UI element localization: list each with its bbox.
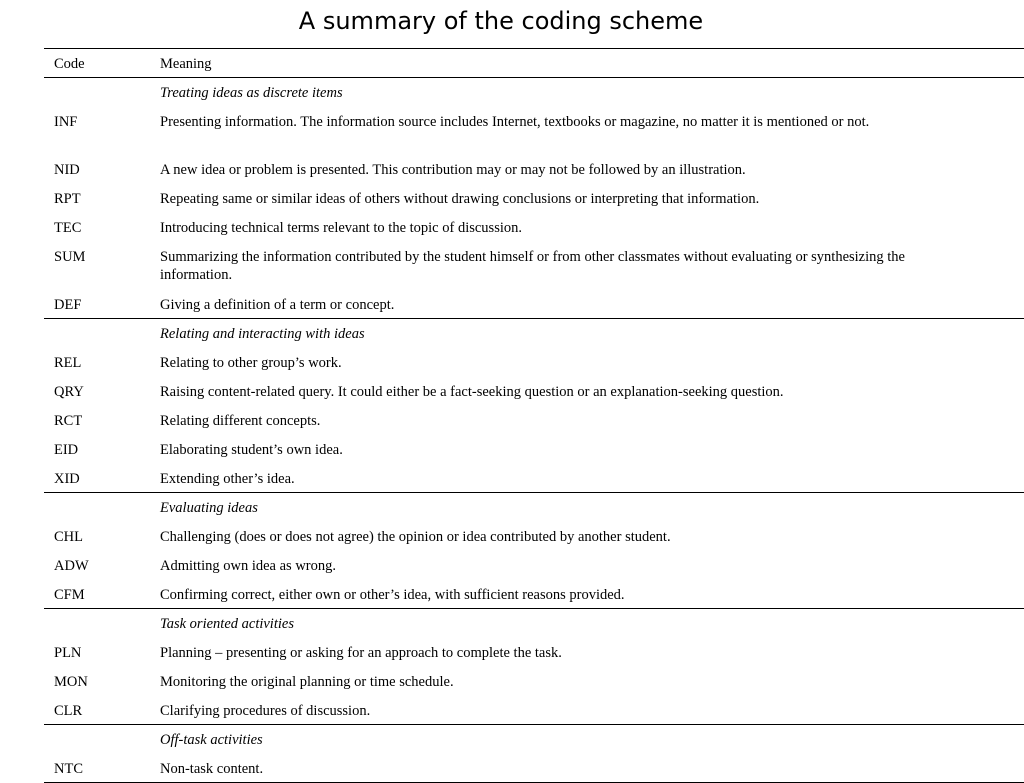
table-row xyxy=(44,667,1024,696)
section-heading-spacer xyxy=(44,725,160,754)
table-row xyxy=(44,377,1024,406)
table-section xyxy=(44,78,1024,319)
code-cell: XID xyxy=(54,470,80,487)
meaning-cell: Planning – presenting or asking for an approach to complete the task. xyxy=(160,644,562,661)
table-row xyxy=(44,107,1024,155)
table-row xyxy=(44,464,1024,493)
code-cell: RCT xyxy=(54,412,83,429)
meaning-cell: Relating to other group’s work. xyxy=(160,354,342,371)
table-row xyxy=(44,638,1024,667)
meaning-cell: Non-task content. xyxy=(160,760,264,777)
section-heading-row xyxy=(44,609,1024,638)
column-header-meaning: Meaning xyxy=(160,56,212,72)
meaning-cell: Monitoring the original planning or time schedule. xyxy=(160,673,454,690)
table-row xyxy=(44,754,1024,783)
table-section xyxy=(44,725,1024,783)
table-row xyxy=(44,696,1024,725)
meaning-cell: Introducing technical terms relevant to the topic of discussion. xyxy=(160,219,522,236)
meaning-cell: Confirming correct, either own or other’s idea, with sufficient reasons provided. xyxy=(160,586,625,603)
table-row xyxy=(44,155,1024,184)
table-row xyxy=(44,290,1024,319)
section-heading: Off-task activities xyxy=(160,732,263,748)
code-cell: ADW xyxy=(54,557,89,574)
section-heading-row xyxy=(44,319,1024,348)
table-row xyxy=(44,184,1024,213)
header-row xyxy=(44,49,1024,78)
code-cell: MON xyxy=(54,673,88,690)
meaning-cell: A new idea or problem is presented. This contribution may or may not be followed by an illustration. xyxy=(160,161,746,178)
section-heading-spacer xyxy=(44,319,160,348)
meaning-cell: Clarifying procedures of discussion. xyxy=(160,702,371,719)
meaning-cell: Giving a definition of a term or concept. xyxy=(160,296,395,313)
section-heading: Evaluating ideas xyxy=(160,500,258,516)
table-row xyxy=(44,242,1024,290)
table-section xyxy=(44,609,1024,725)
section-heading-row xyxy=(44,78,1024,107)
meaning-cell: Admitting own idea as wrong. xyxy=(160,557,336,574)
meaning-cell: Challenging (does or does not agree) the opinion or idea contributed by another student. xyxy=(160,528,671,545)
meaning-cell: Repeating same or similar ideas of others without drawing conclusions or interpreting that information. xyxy=(160,190,760,207)
section-heading-spacer xyxy=(44,493,160,522)
section-heading: Relating and interacting with ideas xyxy=(160,326,365,342)
code-cell: QRY xyxy=(54,383,84,400)
code-cell: RPT xyxy=(54,190,81,207)
code-cell: CLR xyxy=(54,702,83,719)
code-cell: CFM xyxy=(54,586,85,603)
section-heading-row xyxy=(44,725,1024,754)
code-cell: EID xyxy=(54,441,79,458)
meaning-cell: Extending other’s idea. xyxy=(160,470,295,487)
table-header xyxy=(44,49,1024,78)
table-row xyxy=(44,435,1024,464)
table-row xyxy=(44,348,1024,377)
section-heading-spacer xyxy=(44,78,160,107)
section-heading: Treating ideas as discrete items xyxy=(160,85,343,101)
table-row xyxy=(44,213,1024,242)
meaning-cell: Elaborating student’s own idea. xyxy=(160,441,343,458)
section-heading-row xyxy=(44,493,1024,522)
table-section xyxy=(44,493,1024,609)
code-cell: SUM xyxy=(54,248,86,265)
coding-scheme-table xyxy=(44,48,1024,783)
section-heading: Task oriented activities xyxy=(160,616,294,632)
meaning-cell: Relating different concepts. xyxy=(160,412,321,429)
meaning-cell: Summarizing the information contributed by the student himself or from other classmates without evaluating or synthesizing the information. xyxy=(160,248,905,283)
table-row xyxy=(44,580,1024,609)
table-row xyxy=(44,551,1024,580)
code-cell: DEF xyxy=(54,296,82,313)
code-cell: REL xyxy=(54,354,82,371)
code-cell: NID xyxy=(54,161,80,178)
page-title: A summary of the coding scheme xyxy=(298,7,704,35)
section-heading-spacer xyxy=(44,609,160,638)
table-row xyxy=(44,406,1024,435)
code-cell: NTC xyxy=(54,760,83,777)
meaning-cell: Raising content-related query. It could either be a fact-seeking question or an explanation-seeking question. xyxy=(160,383,784,400)
code-cell: CHL xyxy=(54,528,83,545)
column-header-code: Code xyxy=(54,56,85,72)
code-cell: PLN xyxy=(54,644,82,661)
code-cell: TEC xyxy=(54,219,82,236)
code-cell: INF xyxy=(54,113,78,130)
meaning-cell: Presenting information. The information source includes Internet, textbooks or magazine, no matter it is mentioned or not. xyxy=(160,113,870,130)
table-row xyxy=(44,522,1024,551)
table-section xyxy=(44,319,1024,493)
